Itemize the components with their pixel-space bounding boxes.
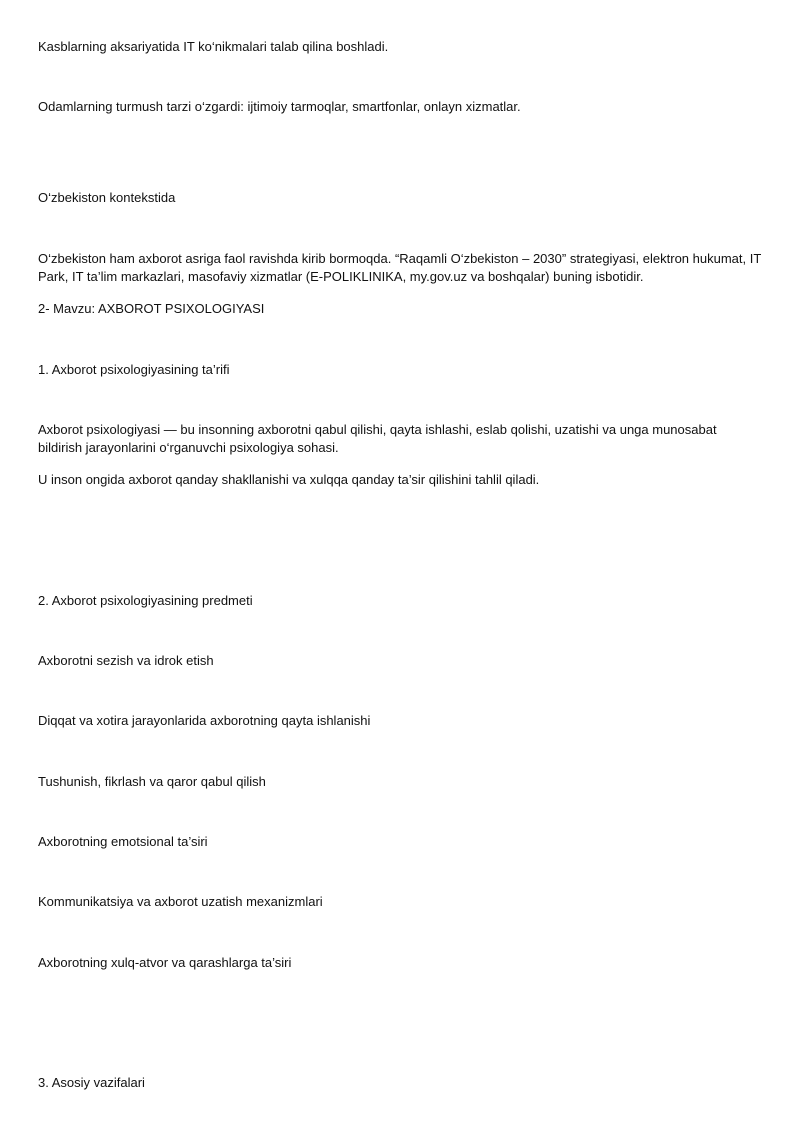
paragraph-definition: Axborot psixologiyasi — bu insonning axborotni qabul qilishi, qayta ishlashi, eslab qolishi, uzatishi va unga munosabat bildirish jarayonlarini o‘rganuvchi psixologiya sohasi. — [38, 422, 717, 455]
paragraph-digital-uzbekistan: O‘zbekiston ham axborot asriga faol ravishda kirib bormoqda. “Raqamli O‘zbekiston – 2030” strategiyasi, elektron hukumat, IT Park, IT ta’lim markazlari, masofaviy xizmatlar (E-POLIKLINIKA, my.gov.uz va boshqalar) buning isbotidir. — [38, 251, 762, 284]
subject-item-communication: Kommunikatsiya va axborot uzatish mexanizmlari — [38, 894, 323, 909]
subject-item-perception: Axborotni sezish va idrok etish — [38, 653, 214, 668]
section-heading-tasks: 3. Asosiy vazifalari — [38, 1075, 145, 1090]
topic-heading: 2- Mavzu: AXBOROT PSIXOLOGIYASI — [38, 301, 265, 316]
subject-item-emotional: Axborotning emotsional ta’siri — [38, 834, 208, 849]
subject-item-attention-memory: Diqqat va xotira jarayonlarida axborotning qayta ishlanishi — [38, 713, 371, 728]
paragraph-it-skills: Kasblarning aksariyatida IT ko‘nikmalari talab qilina boshladi. — [38, 39, 389, 54]
section-heading-subject: 2. Axborot psixologiyasining predmeti — [38, 593, 253, 608]
paragraph-lifestyle-change: Odamlarning turmush tarzi o‘zgardi: ijtimoiy tarmoqlar, smartfonlar, onlayn xizmatlar. — [38, 99, 521, 114]
section-heading-definition: 1. Axborot psixologiyasining ta’rifi — [38, 362, 230, 377]
paragraph-uzbekistan-context: O‘zbekiston kontekstida — [38, 190, 176, 205]
subject-item-thinking: Tushunish, fikrlash va qaror qabul qilish — [38, 774, 266, 789]
subject-item-behavior: Axborotning xulq-atvor va qarashlarga ta’siri — [38, 955, 292, 970]
paragraph-analysis: U inson ongida axborot qanday shakllanishi va xulqqa qanday ta’sir qilishini tahlil qiladi. — [38, 472, 540, 487]
